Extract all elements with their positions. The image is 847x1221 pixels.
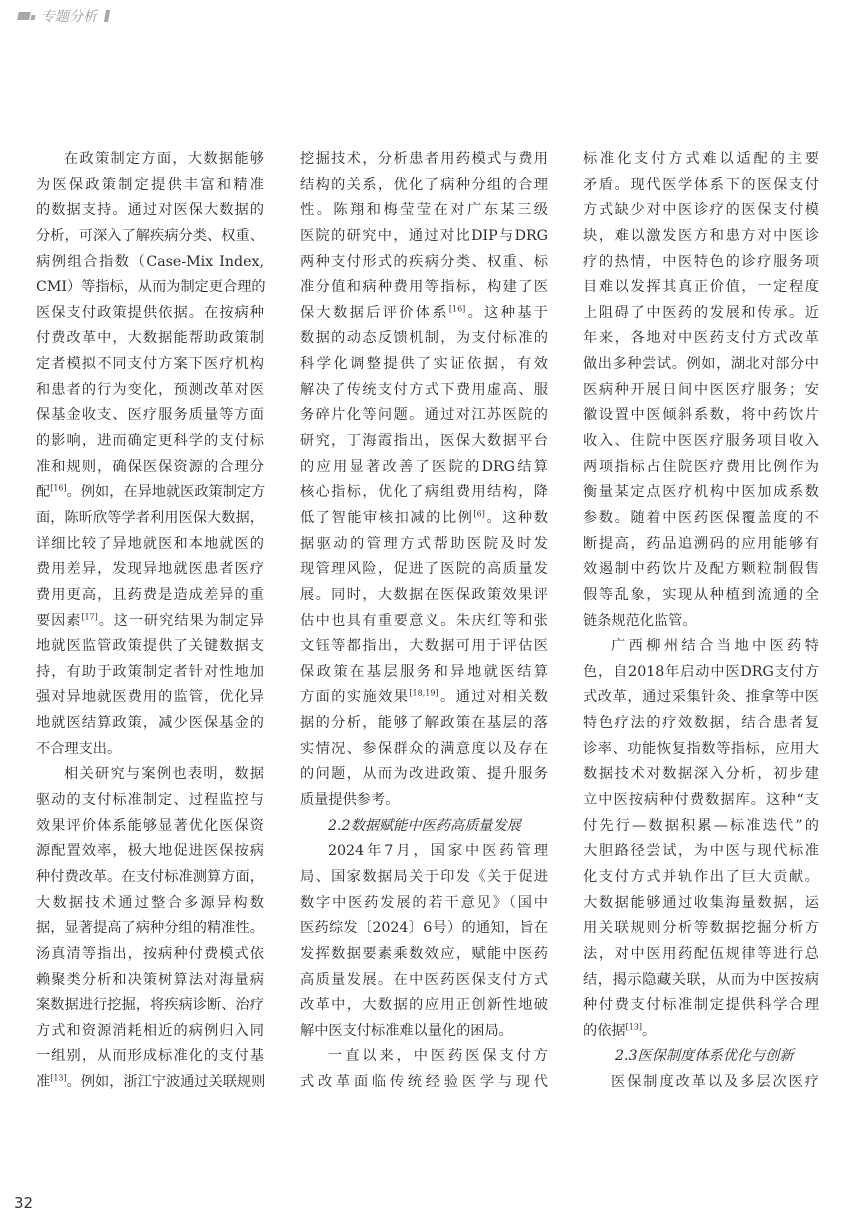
line-text: 源配置效率，极大地促进医保按病 [36,843,264,860]
line-text: 的问题，从而为改进政策、提升服务 [300,766,548,783]
line-text: 法，对中医用药配伍规律等进行总 [583,945,819,962]
line-text: 两项指标占住院医疗费用比例作为 [583,458,819,475]
text-line [36,711,264,737]
line-text: 估中也具有重要意义。朱庆红等和张 [300,612,548,629]
text-line [583,583,819,609]
text-line [300,147,548,173]
text-line [300,1019,548,1045]
section-heading [583,1044,819,1070]
text-line [300,711,548,737]
line-text: 保大数据后评价体系 [300,304,449,321]
text-line [583,609,819,635]
text-line [583,865,819,891]
line-text: 数据的动态反馈机制，为支付标准的 [300,330,548,347]
line-text: 一组别，从而形成标准化的支付基 [36,1048,264,1065]
text-line [583,429,819,455]
line-text: 标准化支付方式难以适配的主要 [583,151,819,167]
line-text: 方式缺少对中医诊疗的医保支付模 [583,202,819,219]
text-line [583,147,819,173]
line-text: 为医保政策制定提供丰富和精准 [36,176,264,193]
line-text: 种付费支付标准制定提供科学合理 [583,997,819,1014]
line-text: 种付费改革。在支付标准测算方面， [36,868,264,885]
line-text: 发挥数据要素乘数效应，赋能中医药 [300,945,548,962]
line-text: 做出多种尝试。例如，湖北对部分中 [583,356,819,373]
text-line [300,250,548,276]
line-text: 性。陈翔和梅莹莹在对广东某三级 [300,202,548,219]
text-line [36,352,264,378]
text-line [300,301,548,327]
text-line [300,275,548,301]
line-text: 改革中，大数据的应用正创新性地破 [300,997,548,1014]
text-line [300,352,548,378]
line-text: 参数。随着中医药医保覆盖度的不 [583,509,819,526]
text-line [36,301,264,327]
line-text: 上阻碍了中医药的发展和传承。近 [583,304,819,321]
text-line [300,429,548,455]
text-line [583,352,819,378]
line-text: 化支付方式并轨作出了巨大贡献。 [583,868,819,885]
text-line [583,634,819,660]
line-text: 低了智能审核扣减的比例 [300,509,474,526]
text-line [36,942,264,968]
line-text: 色，自2018年启动中医DRG支付方 [583,663,819,680]
text-line [300,634,548,660]
text-line [300,532,548,558]
text-line [583,916,819,942]
line-text: 收入、住院中医医疗服务项目收入 [583,433,819,450]
text-line [300,455,548,481]
text-line [36,1019,264,1045]
text-line [583,455,819,481]
line-text: 一直以来，中医药医保支付方 [328,1048,548,1065]
line-text: 要因素 [36,612,82,629]
line-text: 方面的实施效果 [300,689,410,706]
line-text-after: 。这种数 [484,509,548,526]
line-text: 费用更高，且药费是造成差异的重 [36,586,264,603]
text-line [300,839,548,865]
section-marker-icon [18,12,35,20]
line-text: 案数据进行挖掘，将疾病诊断、治疗 [36,997,264,1014]
text-line [36,916,264,942]
text-column-3 [583,147,819,1096]
text-column-2 [300,147,548,1096]
line-text-after: 。通过对相关数 [438,689,548,706]
line-text: 保政策在基层服务和异地就医结算 [300,663,548,680]
line-text: 的影响，进而确定更科学的支付标 [36,433,264,450]
text-line [300,865,548,891]
text-line [36,403,264,429]
line-text: 效果评价体系能够显著优化医保资 [36,817,264,834]
text-line [300,1044,548,1070]
line-text: 块，难以激发医方和患方对中医诊 [583,227,819,244]
line-text: 2024年7月，国家中医药管理 [328,843,548,860]
text-line [36,865,264,891]
text-line [36,378,264,404]
line-text: 分析，可深入了解疾病分类、权重、 [36,227,264,244]
text-line [583,403,819,429]
line-text: 解决了传统支付方式下费用虚高、服 [300,381,548,398]
line-text: 赖聚类分析和决策树算法对海量病 [36,971,264,988]
text-line [300,916,548,942]
text-line [36,506,264,532]
line-text: 数据技术对数据深入分析，初步建 [583,766,819,783]
line-text: 断提高，药品追溯码的应用能够有 [583,535,819,552]
line-text: 大数据能够通过收集海量数据，运 [583,894,819,911]
text-line [36,993,264,1019]
text-line [36,737,264,763]
citation-ref: [6] [473,509,485,519]
line-text: 年来，各地对中医药支付方式改革 [583,330,819,347]
text-line [36,762,264,788]
line-text: 付先行—数据积累—标准迭代”的 [583,817,819,834]
line-text: 大胆路径尝试，为中医与现代标准 [583,843,819,860]
line-text: 据驱动的管理方式帮助医院及时发 [300,535,548,552]
text-line [300,993,548,1019]
line-text: 局、国家数据局关于印发《关于促进 [300,868,548,885]
line-text-after: 。这一研究结果为制定异 [97,612,264,629]
line-text: 病例组合指数（Case-Mix Index, [36,253,264,270]
line-text: 高质量发展。在中医药医保支付方式 [300,971,548,988]
line-text: 链条规范化监管。 [583,612,697,629]
line-text: 质量提供参考。 [300,792,400,809]
text-line [300,609,548,635]
text-line [300,506,548,532]
line-text: 汤真清等指出，按病种付费模式依 [36,945,264,962]
text-line [36,326,264,352]
line-text: 医保支付政策提供依据。在按病种 [36,304,264,321]
line-text: 面，陈昕欣等学者利用医保大数据， [36,509,264,526]
line-text: 据的分析，能够了解政策在基层的落 [300,715,548,732]
text-line [583,378,819,404]
line-text: 医保制度改革以及多层次医疗 [611,1074,819,1091]
line-text: 和患者的行为变化，预测改革对医 [36,381,264,398]
citation-ref: [18,19] [409,688,439,698]
line-text: 核心指标，优化了病组费用结构，降 [300,484,548,501]
text-line [36,480,264,506]
text-line [36,455,264,481]
line-text: 地就医监管政策提供了关键数据支 [36,638,264,655]
line-text: 展。同时，大数据在医保政策效果评 [300,586,548,603]
text-line [583,301,819,327]
line-text: 的数据支持。通过对医保大数据的 [36,202,264,219]
line-text: 结，揭示隐藏关联，从而为中医按病 [583,971,819,988]
text-line [36,1044,264,1070]
text-line [583,660,819,686]
line-text: CMI）等指标，从而为制定更合理的 [36,279,266,296]
line-text: 相关研究与案例也表明，数据 [64,766,264,783]
line-text: 在政策制定方面，大数据能够 [64,151,264,167]
text-line [36,198,264,224]
text-line [300,968,548,994]
line-text: 疗的热情，中医特色的诊疗服务项 [583,253,819,270]
text-line [300,480,548,506]
line-text: 实情况、参保群众的满意度以及存在 [300,740,548,757]
line-text: 立中医按病种付费数据库。这种“支 [583,792,819,809]
page-number: 32 [14,1194,34,1212]
text-line [36,634,264,660]
line-text: 付费改革中，大数据能帮助政策制 [36,330,264,347]
line-text: 诊率、功能恢复指数等指标，应用大 [583,740,819,757]
line-text: 挖掘技术，分析患者用药模式与费用 [300,151,548,167]
citation-ref: [17] [81,611,98,621]
line-text: 保基金收支、医疗服务质量等方面 [36,407,264,424]
text-line [300,403,548,429]
line-text: 务碎片化等问题。通过对江苏医院的 [300,407,548,424]
text-line [36,891,264,917]
line-text: 解中医支付标准难以量化的困局。 [300,1022,513,1039]
line-text: 结构的关系，优化了病种分组的合理 [300,176,548,193]
text-line [36,609,264,635]
text-line [36,839,264,865]
line-text: 详细比较了异地就医和本地就医的 [36,535,264,552]
text-line [300,198,548,224]
text-line [583,326,819,352]
text-line [583,1070,819,1096]
line-text: 的应用显著改善了医院的DRG结算 [300,458,548,475]
line-text: 现管理风险，促进了医院的高质量发 [300,561,548,578]
text-line [583,532,819,558]
text-line [583,762,819,788]
line-text: 配 [36,484,51,501]
bar-marker-icon [104,10,110,22]
line-text: 衡量某定点医疗机构中医加成系数 [583,484,819,501]
section-header [18,6,109,26]
line-text-after: 。这种基于 [465,304,548,321]
line-text-after: 。 [642,1022,657,1039]
citation-ref: [13] [625,1022,642,1032]
line-text: 准和规则，确保医保资源的合理分 [36,458,264,475]
text-line [36,532,264,558]
line-text: 徽设置中医倾斜系数，将中药饮片 [583,407,819,424]
line-text: 特色疗法的疗效数据，结合患者复 [583,715,819,732]
text-line [300,583,548,609]
line-text: 科学化调整提供了实证依据，有效 [300,356,548,373]
citation-ref: [16] [50,483,67,493]
text-line [583,480,819,506]
section-heading [300,814,548,840]
text-line [300,326,548,352]
text-line [36,685,264,711]
text-line [36,275,264,301]
line-text: 研究，丁海霞指出，医保大数据平台 [300,433,548,450]
text-line [36,814,264,840]
text-line [36,788,264,814]
line-text: 大数据技术通过整合多源异构数 [36,894,264,911]
text-line [583,711,819,737]
line-text: 持，有助于政策制定者针对性地加 [36,663,264,680]
line-text: 驱动的支付标准制定、过程监控与 [36,792,264,809]
text-line [583,968,819,994]
line-text: 2.3医保制度体系优化与创新 [615,1048,794,1065]
text-line [300,762,548,788]
text-line [583,250,819,276]
text-line [300,788,548,814]
text-line [36,660,264,686]
text-line [36,968,264,994]
citation-ref: [16] [448,304,466,314]
line-text: 用关联规则分析等数据挖掘分析方 [583,920,819,937]
line-text: 强对异地就医费用的监管，优化异 [36,689,264,706]
citation-ref: [13] [50,1073,67,1083]
text-line [583,173,819,199]
text-line [36,429,264,455]
text-line [583,814,819,840]
line-text: 2.2数据赋能中医药高质量发展 [328,817,521,834]
line-text: 式改革，通过采集针灸、推拿等中医 [583,689,819,706]
line-text: 文钰等都指出，大数据可用于评估医 [300,638,548,655]
line-text: 两种支付形式的疾病分类、权重、标 [300,253,548,270]
text-line [583,891,819,917]
text-line [36,583,264,609]
text-line [36,147,264,173]
text-line [300,1070,548,1096]
line-text: 效遏制中药饮片及配方颗粒制假售 [583,561,819,578]
text-line [583,737,819,763]
line-text: 据，显著提高了病种分组的精准性。 [36,920,264,937]
text-line [300,737,548,763]
text-line [36,557,264,583]
line-text: 方式和资源消耗相近的病例归入同 [36,1022,264,1039]
line-text: 医病种开展日间中医医疗服务；安 [583,381,819,398]
text-line [583,224,819,250]
line-text: 医院的研究中，通过对比DIP与DRG [300,227,548,244]
line-text: 定者模拟不同支付方案下医疗机构 [36,356,264,373]
text-line [36,1070,264,1096]
line-text: 的依据 [583,1022,626,1039]
text-line [583,557,819,583]
text-line [583,788,819,814]
text-line [583,275,819,301]
line-text: 矛盾。现代医学体系下的医保支付 [583,176,819,193]
text-line [300,660,548,686]
line-text: 不合理支出。 [36,740,122,757]
line-text-after: 。例如，在异地就医政策制定方 [66,484,266,501]
line-text: 医药综发〔2024〕6号）的通知，旨在 [300,920,548,937]
text-line [300,224,548,250]
line-text: 目难以发挥其真正价值，一定程度 [583,279,819,296]
text-line [583,685,819,711]
text-line [300,173,548,199]
text-line [300,557,548,583]
line-text-after: 。例如，浙江宁波通过关联规则 [66,1074,266,1091]
text-line [583,506,819,532]
text-line [300,685,548,711]
text-line [300,942,548,968]
text-line [36,250,264,276]
section-label: 专题分析 [41,9,97,25]
text-line [300,891,548,917]
text-line [36,224,264,250]
line-text: 准分值和病种费用等指标，构建了医 [300,279,548,296]
text-line [583,198,819,224]
text-line [583,839,819,865]
text-line [36,173,264,199]
text-line [583,1019,819,1045]
line-text: 地就医结算政策，减少医保基金的 [36,715,264,732]
text-line [300,378,548,404]
text-line [583,942,819,968]
line-text: 假等乱象，实现从种植到流通的全 [583,586,819,603]
line-text: 费用差异，发现异地就医患者医疗 [36,561,264,578]
line-text: 式改革面临传统经验医学与现代 [300,1074,548,1091]
text-line [583,993,819,1019]
line-text: 数字中医药发展的若干意见》（国中 [300,894,548,911]
line-text: 广西柳州结合当地中医药特 [611,638,819,655]
text-column-1 [36,147,264,1096]
line-text: 准 [36,1074,51,1091]
